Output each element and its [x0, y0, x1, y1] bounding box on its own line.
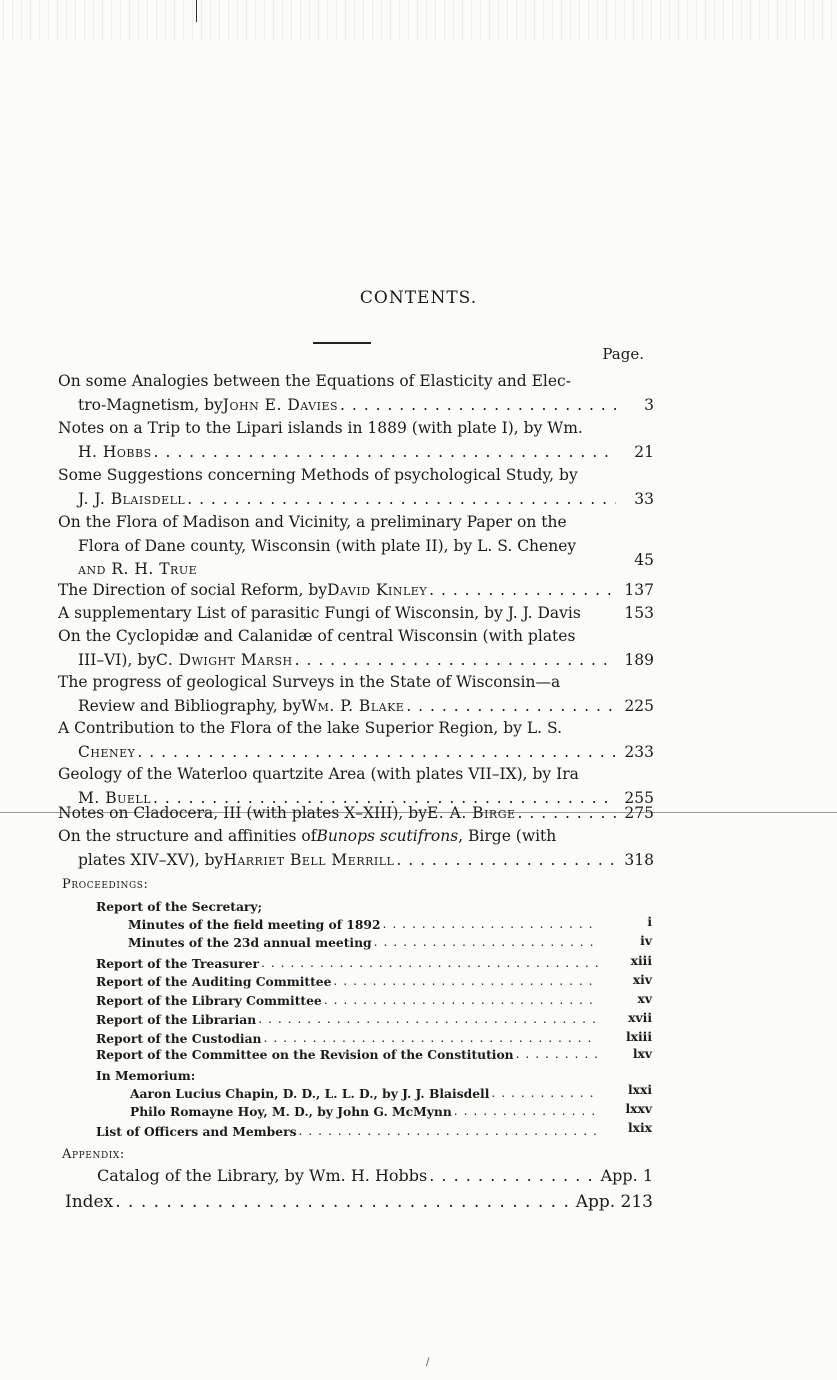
title-rule — [313, 342, 371, 344]
toc-entry-line: Flora of Dane county, Wisconsin (with plate II), by L. S. Cheney — [78, 536, 577, 555]
toc-author: M. Buell — [78, 788, 152, 807]
toc-entry-line: The progress of geological Surveys in the State of Wisconsin—a — [58, 673, 561, 691]
footer-mark: / — [426, 1357, 430, 1368]
toc-page-number: 33 — [634, 489, 654, 508]
toc-entry-line: Review and Bibliography, by Wm. P. Blake . . . — [58, 695, 616, 719]
toc-entry-line: and R. H. True — [78, 560, 198, 578]
toc-entry-line: Geology of the Waterloo quartzite Area (with plates VII–IX), by Ira — [58, 765, 579, 783]
appendix-page-number: App. 1 — [600, 1166, 653, 1185]
toc-entry-line: The Direction of social Reform, by David Kinley . . . — [58, 579, 616, 603]
proceedings-page-number: lxv — [632, 1046, 652, 1061]
proceedings-item: List of Officers and Members . . . — [96, 1123, 598, 1140]
toc-entry-line: A supplementary List of parasitic Fungi of Wisconsin, by J. J. Davis — [58, 604, 581, 622]
fold-mark — [196, 0, 197, 22]
proceedings-page-number: lxix — [627, 1120, 652, 1135]
toc-entry — [58, 417, 654, 464]
toc-page-number: 225 — [624, 696, 654, 715]
toc-entry — [58, 511, 654, 582]
toc-page-number: 189 — [624, 650, 654, 669]
toc-entry-line: Some Suggestions concerning Methods of psychological Study, by — [58, 466, 578, 484]
page-top-edge — [0, 0, 837, 40]
toc-entry — [58, 802, 654, 826]
toc-entry — [58, 717, 654, 764]
proceedings-item: In Memorium: — [96, 1068, 196, 1083]
page-column-header: Page. — [602, 345, 644, 363]
toc-author: H. Hobbs — [78, 442, 152, 461]
toc-entry-line — [58, 488, 616, 512]
toc-author: John E. Davies — [222, 395, 339, 414]
toc-author: Cheney — [78, 742, 136, 761]
toc-entry — [58, 602, 654, 626]
toc-author: E. A. Birge — [426, 804, 516, 822]
proceedings-item: Minutes of the 23d annual meeting . . . — [128, 934, 598, 951]
proceedings-page-number: iv — [640, 933, 652, 948]
index-entry: Index . . . App. 213 — [65, 1192, 653, 1212]
proceedings-item: Report of the Treasurer . . . — [96, 955, 598, 972]
toc-page-number: 275 — [624, 804, 654, 822]
proceedings-item: Report of the Auditing Committee . . . — [96, 973, 598, 990]
toc-page-number: 21 — [634, 442, 654, 461]
proceedings-item: Aaron Lucius Chapin, D. D., L. L. D., by J. J. Blaisdell . . . — [130, 1085, 598, 1102]
toc-author: Wm. P. Blake — [301, 696, 405, 715]
toc-italic-taxon: Bunops scutifrons — [316, 827, 459, 845]
toc-author: J. J. Blaisdell — [78, 489, 186, 508]
toc-entry-line: On some Analogies between the Equations of Elasticity and Elec- — [58, 372, 571, 390]
proceedings-item: Minutes of the field meeting of 1892 . . . — [128, 916, 598, 933]
toc-entry — [58, 625, 654, 672]
toc-page-number: 45 — [634, 551, 654, 569]
proceedings-item: Report of the Librarian . . . — [96, 1011, 598, 1028]
toc-entry-line: III–VI), by C. Dwight Marsh . . . — [58, 649, 616, 673]
proceedings-page-number: i — [647, 914, 652, 929]
toc-entry-line: A Contribution to the Flora of the lake Superior Region, by L. S. — [58, 719, 563, 737]
toc-page-number: 3 — [644, 395, 654, 414]
toc-page-number: 318 — [624, 850, 654, 869]
proceedings-item: Report of the Committee on the Revision of the Constitution . . . — [96, 1046, 598, 1063]
toc-entry-line — [58, 741, 616, 765]
toc-entry — [58, 825, 654, 872]
proceedings-item: Report of the Secretary; — [96, 899, 263, 914]
toc-entry-line: Notes on Cladocera, III (with plates X–XIII), by E. A. Birge . . . — [58, 802, 616, 826]
toc-entry-line: On the Cyclopidæ and Calanidæ of central Wisconsin (with plates — [58, 627, 576, 645]
toc-entry — [58, 579, 654, 603]
proceedings-heading: Proceedings: — [62, 877, 149, 892]
toc-page-number: 153 — [624, 604, 654, 622]
proceedings-page-number: xiv — [632, 972, 652, 987]
toc-author: David Kinley — [327, 581, 428, 599]
proceedings-page-number: xv — [637, 991, 652, 1006]
toc-entry-line: On the Flora of Madison and Vicinity, a preliminary Paper on the — [58, 513, 567, 531]
toc-entry-line: plates XIV–XV), by Harriet Bell Merrill . . . — [58, 849, 616, 873]
toc-entry — [58, 370, 654, 417]
index-page-number: App. 213 — [575, 1192, 653, 1212]
page-title: CONTENTS. — [359, 288, 478, 308]
toc-entry — [58, 671, 654, 718]
toc-page-number: 255 — [624, 788, 654, 807]
appendix-catalog-entry: Catalog of the Library, by Wm. H. Hobbs . . . App. 1 — [97, 1166, 653, 1185]
toc-entry-line: tro-Magnetism, by John E. Davies . . . — [58, 394, 616, 418]
proceedings-page-number: lxxv — [625, 1101, 652, 1116]
proceedings-page-number: xiii — [630, 953, 652, 968]
toc-page-number: 233 — [624, 742, 654, 761]
appendix-heading: Appendix: — [62, 1147, 125, 1162]
toc-entry-line: On the structure and affinities of Bunops scutifrons , Birge (with — [58, 825, 616, 849]
toc-page-number: 137 — [624, 581, 654, 599]
proceedings-page-number: lxxi — [627, 1082, 652, 1097]
toc-entry-line: Notes on a Trip to the Lipari islands in 1889 (with plate I), by Wm. — [58, 419, 583, 437]
toc-entry — [58, 464, 654, 511]
proceedings-item: Philo Romayne Hoy, M. D., by John G. McMynn . . . — [130, 1103, 598, 1120]
proceedings-page-number: xvii — [628, 1010, 652, 1025]
toc-author: C. Dwight Marsh — [156, 650, 293, 669]
toc-author: Harriet Bell Merrill — [223, 850, 395, 869]
toc-entry-line — [58, 441, 616, 465]
proceedings-item: Report of the Custodian . . . — [96, 1030, 598, 1047]
proceedings-item: Report of the Library Committee . . . — [96, 992, 598, 1009]
proceedings-page-number: lxiii — [625, 1029, 652, 1044]
